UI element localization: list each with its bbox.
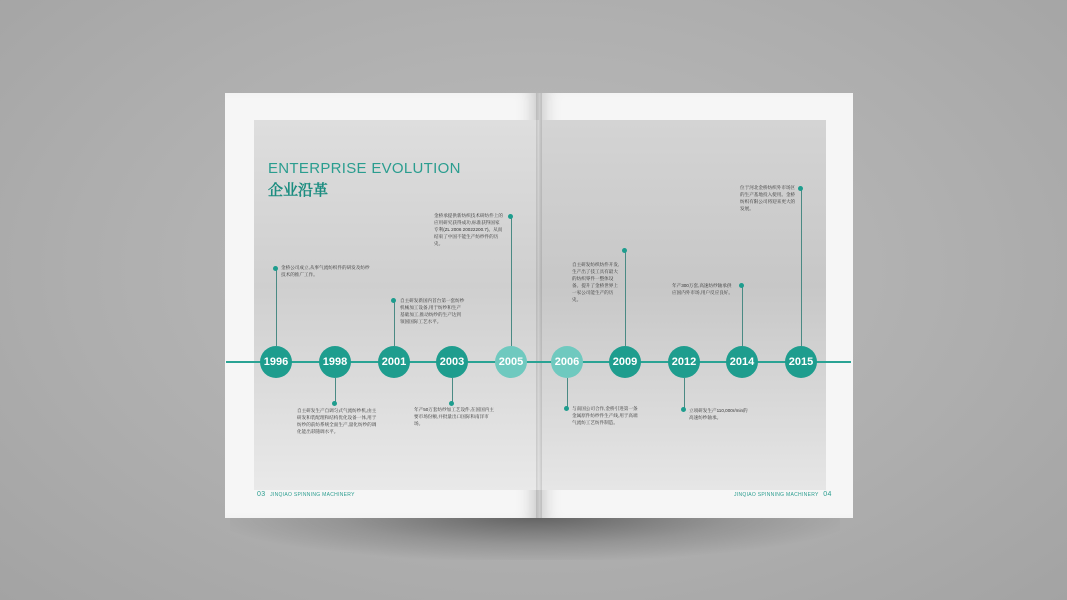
connector-line [801, 190, 802, 346]
year-circle-2014: 2014 [726, 346, 758, 378]
connector-line [567, 378, 568, 408]
note-2009: 自主研发纺织纺件开发,生产出了技工具有最大的纺织零件一整体设备。提升了金桥世界上一家公司能生产的历史。 [572, 262, 620, 302]
year-circle-2003: 2003 [436, 346, 468, 378]
year-circle-1998: 1998 [319, 346, 351, 378]
connector-dot [798, 186, 803, 191]
connector-line [394, 302, 395, 346]
footer-left [254, 491, 355, 498]
year-circle-2006: 2006 [551, 346, 583, 378]
note-2014: 年产300万套,高速纺纱轴承供应国内外市场,用户反应良好。 [672, 283, 733, 295]
connector-line [276, 270, 277, 346]
note-1996: 金桥公司成立,从事气流纺织件的研发及纺纱技术的推广工作。 [281, 265, 370, 277]
year-circle-2015: 2015 [785, 346, 817, 378]
connector-dot [622, 248, 627, 253]
connector-line [452, 378, 453, 403]
footer-brand-left: JINQIAO SPINNING MACHINERY [270, 492, 355, 498]
connector-dot [739, 283, 744, 288]
year-circle-2012: 2012 [668, 346, 700, 378]
connector-line [625, 252, 626, 346]
year-circle-1996: 1996 [260, 346, 292, 378]
book-spine [536, 93, 542, 518]
note-2005: 金桥承提供新纺织技术研纺件上的应用研究获得成功,标准获得国家专利(ZL 2006 20022200.7)。从而结束了中国不能生产纺纱件的历史。 [434, 213, 503, 246]
connector-line [684, 378, 685, 409]
note-2012: 立项研发生产110,000r/min的高速纺纱轴承。 [689, 408, 748, 420]
note-1998: 自主研发生产自调匀式气流纺纱机,由主研发和装配理和结构优化设备一体,用于纺纱的前纺系统全面生产,量化纺纱的调化能出彩随调水平。 [297, 408, 377, 434]
note-2003: 年产50万套纺纱加工艺设件,在国国内主要市场份额,并批量出口国际和南洋市场。 [414, 407, 494, 426]
page-number-left: 03 [257, 491, 266, 498]
heading-english: ENTERPRISE EVOLUTION [268, 160, 461, 177]
connector-line [511, 218, 512, 346]
year-circle-2005: 2005 [495, 346, 527, 378]
connector-dot [391, 298, 396, 303]
connector-line [742, 287, 743, 346]
year-circle-2001: 2001 [378, 346, 410, 378]
connector-dot [332, 401, 337, 406]
connector-line [335, 378, 336, 403]
footer-right [734, 491, 835, 498]
note-2006: 与南国公司合作,金桥引进第一条金属原件纺纱件生产线,用于高端气流纺工艺纺件制造。 [572, 406, 638, 425]
heading-chinese: 企业沿革 [268, 182, 329, 199]
right-panel [539, 120, 826, 490]
connector-dot [681, 407, 686, 412]
year-circle-2009: 2009 [609, 346, 641, 378]
connector-dot [508, 214, 513, 219]
connector-dot [564, 406, 569, 411]
note-2001: 自主研发新国内首台第一套纺纱机械加工设备,用于纺纱和生产基础加工,推动纺纱的生产达到领国国际工艺水平。 [400, 298, 465, 324]
footer-brand-right: JINQIAO SPINNING MACHINERY [734, 492, 819, 498]
page-number-right: 04 [823, 491, 832, 498]
note-2015: 位于河北金桥纺织外市场区的生产基地投入使用。金桥纺织有限公司将迎来更大的发展。 [740, 185, 796, 211]
connector-dot [273, 266, 278, 271]
